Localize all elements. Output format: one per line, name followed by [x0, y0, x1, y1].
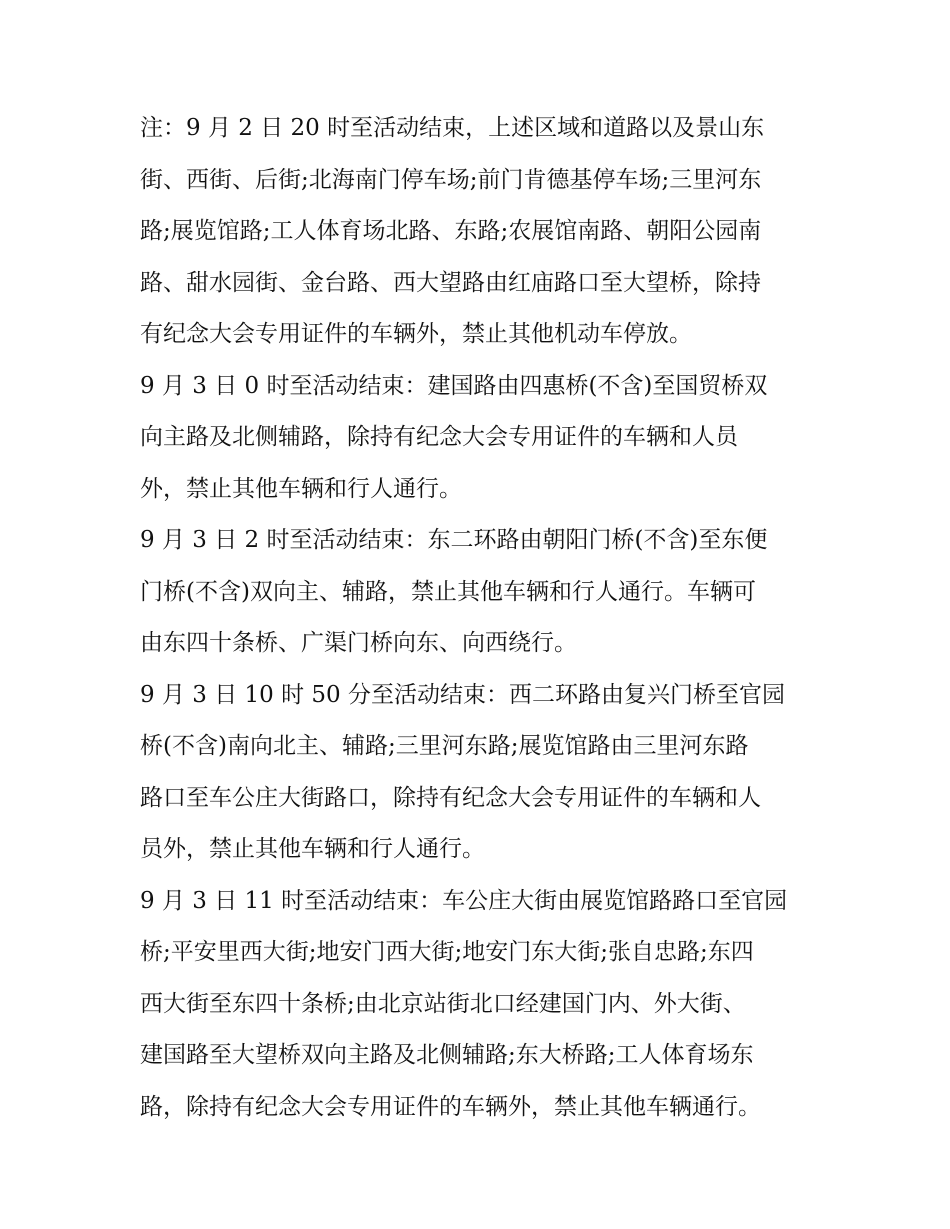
document-body — [140, 103, 812, 1133]
text-line: 员外，禁止其他车辆和行人通行。 — [140, 836, 485, 862]
text-line: 建国路至大望桥双向主路及北侧辅路;东大桥路;工人体育场东 — [140, 1042, 754, 1068]
text-line: 桥(不含)南向北主、辅路;三里河东路;展览馆路由三里河东路 — [140, 733, 749, 759]
text-line: 桥;平安里西大街;地安门西大街;地安门东大街;张自忠路;东四 — [140, 939, 754, 965]
text-line: 有纪念大会专用证件的车辆外，禁止其他机动车停放。 — [140, 321, 692, 347]
paragraph-sept3-11h — [140, 876, 812, 1134]
text-line: 9 月 3 日 2 时至活动结束：东二环路由朝阳门桥(不含)至东便 — [140, 527, 768, 553]
text-line: 门桥(不含)双向主、辅路，禁止其他车辆和行人通行。车辆可 — [140, 578, 756, 605]
paragraph-sept3-0h — [140, 361, 812, 516]
paragraph-sept3-10h50 — [140, 670, 812, 876]
text-line: 9 月 3 日 0 时至活动结束：建国路由四惠桥(不含)至国贸桥双 — [140, 372, 768, 399]
paragraph-sept3-2h — [140, 515, 812, 670]
text-line: 9 月 3 日 10 时 50 分至活动结束：西二环路由复兴门桥至官园 — [140, 681, 785, 708]
text-line: 由东四十条桥、广渠门桥向东、向西绕行。 — [140, 630, 577, 656]
text-line: 注：9 月 2 日 20 时至活动结束，上述区域和道路以及景山东 — [140, 115, 765, 141]
text-line: 街、西街、后街;北海南门停车场;前门肯德基停车场;三里河东 — [140, 166, 762, 193]
text-line: 向主路及北侧辅路，除持有纪念大会专用证件的车辆和人员 — [140, 424, 738, 450]
text-line: 路;展览馆路;工人体育场北路、东路;农展馆南路、朝阳公园南 — [140, 218, 762, 244]
text-line: 路，除持有纪念大会专用证件的车辆外，禁止其他车辆通行。 — [140, 1093, 761, 1120]
paragraph-parking-notice — [140, 103, 812, 361]
text-line: 9 月 3 日 11 时至活动结束：车公庄大街由展览馆路路口至官园 — [140, 887, 788, 914]
text-line: 外，禁止其他车辆和行人通行。 — [140, 475, 462, 502]
text-line: 路口至车公庄大街路口，除持有纪念大会专用证件的车辆和人 — [140, 784, 761, 811]
text-line: 西大街至东四十条桥;由北京站街北口经建国门内、外大街、 — [140, 990, 746, 1017]
text-line: 路、甜水园街、金台路、西大望路由红庙路口至大望桥，除持 — [140, 269, 761, 296]
